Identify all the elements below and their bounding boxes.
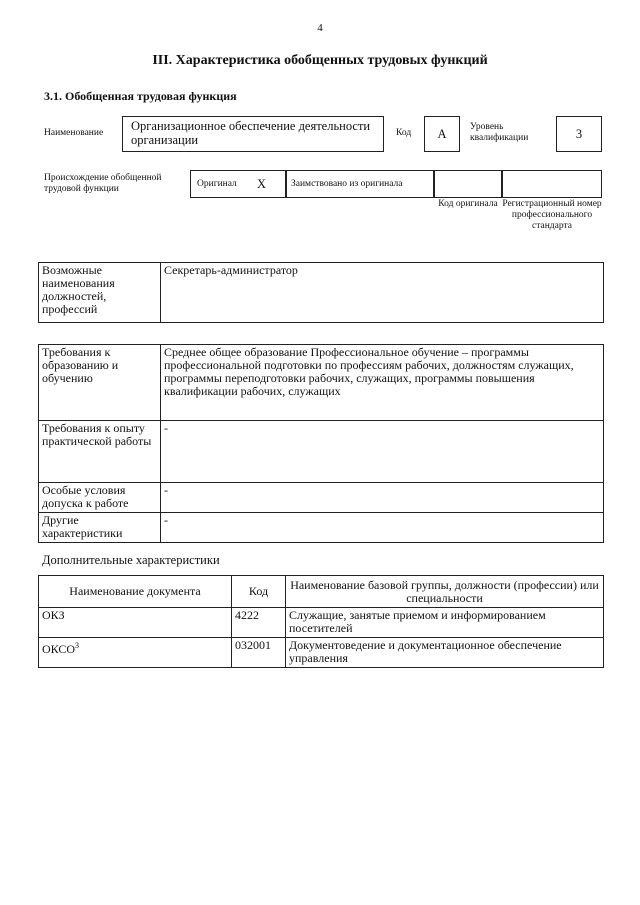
original-mark: X	[257, 177, 267, 191]
table-row	[39, 263, 604, 323]
page-number: 4	[317, 22, 323, 34]
positions-table	[38, 262, 604, 323]
code-label: Код	[396, 128, 412, 138]
req-experience-value: -	[161, 421, 604, 483]
req-education-value: Среднее общее образование Профессиональное обучение – программы профессиональной подготовки по профессиям рабочих, должностям служащих, программы переподготовки рабочих, служащих, программы повышения квалификации рабочих, служащих	[161, 345, 604, 421]
subsection-title: 3.1. Обобщенная трудовая функция	[44, 89, 237, 103]
additional-title: Дополнительные характеристики	[42, 553, 220, 567]
table-row	[39, 513, 604, 543]
name-value: Организационное обеспечение деятельности организации	[131, 119, 371, 147]
header-doc: Наименование документа	[39, 576, 232, 608]
req-experience-label: Требования к опыту практической работы	[39, 421, 161, 483]
header-name: Наименование базовой группы, должности (профессии) или специальности	[286, 576, 604, 608]
level-value: 3	[575, 127, 583, 141]
row-doc-text: ОКСО	[42, 642, 76, 656]
table-row	[39, 483, 604, 513]
code-original-box	[434, 170, 502, 198]
row-code: 4222	[232, 608, 286, 638]
section-title: III. Характеристика обобщенных трудовых функций	[152, 53, 488, 68]
table-row	[39, 421, 604, 483]
req-conditions-value: -	[161, 483, 604, 513]
reg-number-box	[502, 170, 602, 198]
table-row	[39, 345, 604, 421]
table-row	[39, 576, 604, 608]
table-row	[39, 608, 604, 638]
name-label: Наименование	[44, 128, 104, 138]
req-other-value: -	[161, 513, 604, 543]
row-name: Документоведение и документационное обеспечение управления	[286, 638, 604, 668]
row-name: Служащие, занятые приемом и информированием посетителей	[286, 608, 604, 638]
requirements-table	[38, 344, 604, 543]
positions-label: Возможные наименования должностей, профессий	[39, 263, 161, 323]
req-other-label: Другие характеристики	[39, 513, 161, 543]
code-box	[424, 116, 460, 152]
original-label: Оригинал	[197, 179, 237, 189]
reg-number-label: Регистрационный номер профессионального стандарта	[502, 199, 602, 231]
code-value: A	[437, 127, 447, 141]
borrowed-box	[286, 170, 434, 198]
code-original-label: Код оригинала	[438, 199, 498, 209]
row-doc: ОКЗ	[39, 608, 232, 638]
header-code: Код	[232, 576, 286, 608]
row-code: 032001	[232, 638, 286, 668]
footnote-mark: 3	[75, 641, 80, 650]
table-row	[39, 638, 604, 668]
level-label: Уровень квалификации	[470, 122, 529, 143]
additional-table	[38, 575, 604, 668]
borrowed-label: Заимствовано из оригинала	[291, 179, 403, 189]
origin-label: Происхождение обобщенной трудовой функции	[44, 173, 162, 194]
req-conditions-label: Особые условия допуска к работе	[39, 483, 161, 513]
level-box	[556, 116, 602, 152]
origin-box	[190, 170, 286, 198]
name-box	[122, 116, 384, 152]
positions-value: Секретарь-администратор	[161, 263, 604, 323]
req-education-label: Требования к образованию и обучению	[39, 345, 161, 421]
row-doc	[39, 638, 232, 668]
